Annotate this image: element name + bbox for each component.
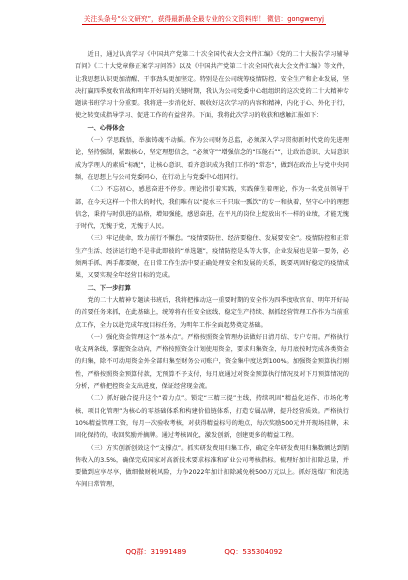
paragraph: （二）不忘初心，感恩奋进不停步。理论指引着实践，实践催生着理论，作为一名党员领导干部，在今天这样一个伟大的时代，我们唯有以“提水三千只取一瓢饮”的专一和执着，坚守心中的理想信念，秉持与时俱进的品格，增知强能，感恩奋进，在平凡的岗位上绽放出不一样的业绩，才能无愧于时代，无愧于党，无愧于人民。 xyxy=(75,186,349,231)
qq-text: QQ：535304092 xyxy=(224,548,283,556)
document-body xyxy=(75,49,349,492)
qq-group-text: QQ群：31991489 xyxy=(125,548,187,556)
section-heading: 二、下一步打算 xyxy=(87,284,131,292)
footer-contacts xyxy=(0,547,408,557)
top-banner xyxy=(0,6,408,25)
paragraph: 党的二十大精神专题读书班后，我将把推动这一重要时期的安全作为四季度收官育、明年开好局的首要任务来抓，在此基础上，统筹将有任安全底线、稳定生产持续、据抓经营管理工作作为当前重点工作，全力以赴完成年度目标任务，为明年工作全面起势奠定基础。 xyxy=(75,296,349,329)
paragraph: 近日，通过认真学习《中国共产党第二十次全国代表大会文件汇编》《党的二十大报告学习辅导百问》《二十大党章修正案学习问答》以及《中国共产党第二十次全国代表大会文件汇编》等文件，让我思想认识更加清醒、干事劲头更加坚定。特别是在公司统筹疫情防控、安全生产和企业发展，坚决打赢四季度收官战和明年开好局的关键时期，我认为公司党委中心组组织的这次党的二十大精神专题读书班学习十分重要。我将进一步消化好、吸收好这次学习的内容和精神，内化于心、外化于行，使之转变成指导学习、促进工作的有益营养。下面，我将此次学习的收获和感触汇报如下： xyxy=(75,51,349,120)
paragraph: （一）学思践悟，举旗铸魂不动摇。作为公司财务总监，必须深入学习贯彻新时代党的先进理论，坚持强制，紧跟核心，坚定理想信念，“必须守”“增强信念的“压舱石””，让政治意识、大局意识成为学理人的素质“标配”，让核心意识、看齐意识成为我们工作的“常态”，做到在政治上与党中央同频，在思想上与公司党委同心，在行动上与党委中心组同行。 xyxy=(75,137,349,181)
paragraph: （三）方实创新创效这个“支撑点”。抓实研发费用归集工作，确定全年研发费用归集数额达到销售收入的3.5%，确保完成国家对高新技术要求标准和矿业公司考核指标。梳理好加计扣除总量，并要做到应享尽享，做细做财税风险，力争2022年加计扣除减免税500万元以上。抓好选煤厂和洗选车间日常管理， xyxy=(75,444,349,489)
paragraph: （三）牢记使命，致力前行不懈怠。“疫情要防住、经济要稳住、发展要安全”。疫情防控和正常生产生活、经济运行绝不是非此即彼的“单选题”，疫情防控是头等大事，企业发展也是第一要务，必须两手抓、两手都要硬，在日常工作生活中要正确处理安全和发展的关系，既要巩固好稳定的疫情成果，又要实现全年经营目标的完成。 xyxy=(75,235,349,280)
section-heading: 一、心得体会 xyxy=(87,124,125,132)
paragraph: （一）强化资金管理这个“基本点”。严格按照资金管理办法做好日清月结、专户专用。严格执行收支两条线，掌握资金动向，严格按照资金计划使用资金，要求归集资金，每月底按时完成各类资金的归集，除不可动用资金外全部归集至财务公司账户，资金集中度达到100%。加强资金预算执行刚性，严格按照资金预算付款，无预算不予支付，每月底通过对资金预算执行情况及对下月预算情况的分析，严格把控资金支出进度，保证经营现金流。 xyxy=(75,333,349,391)
banner-text: 关注头条号“公文研究”，获得最新最全最专业的公文资料库！ 微信：gongwenyj xyxy=(83,15,325,23)
paragraph: （二）抓好融合提升这个“着力点”。锁定“三精三提”主线，持续巩固“精益化运作、市场化考核、项目化管理”为核心的零基础体系和构建价值链体系，打造专属品牌，提升经营质效。严格执行10%精益管理工资，每月一次验收考核，对获得精益标号的地点，每次奖励500元并开现场挂牌，未固化保持的，收回奖励并摘牌。通过考核固化，激发创新，创建更多的精益工程。 xyxy=(75,395,349,440)
